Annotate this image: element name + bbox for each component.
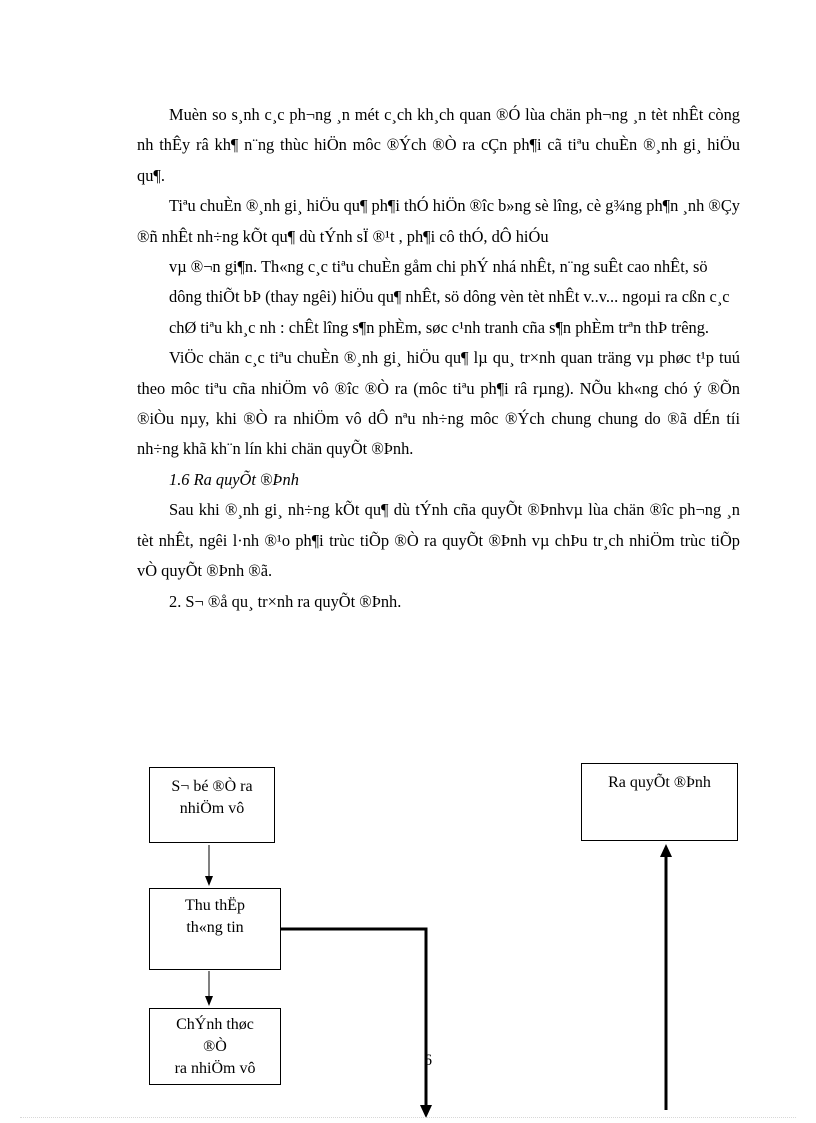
arrow-identify-to-collect bbox=[205, 845, 213, 886]
body-text bbox=[137, 100, 740, 617]
flow-box-decide: Ra quyÕt ®Þnh bbox=[581, 763, 738, 841]
page-number: 6 bbox=[424, 1052, 432, 1069]
arrow-up-to-decide bbox=[660, 844, 672, 1110]
paragraph-continuation: vµ ®¬n gi¶n. Th«ng c¸c tiªu chuÈn gåm chi phÝ nhá nhÊt, n¨ng suÊt cao nhÊt, sö dông thiÕt bÞ (thay ngêi) hiÖu qu¶ nhÊt, sö dông vèn tèt nhÊt v..v... ngoµi ra cßn c¸c chØ tiªu kh¸c nh : chÊt lîng s¶n phÈm, søc c¹nh tranh cña s¶n phÈm trªn thÞ trêng. bbox=[169, 257, 730, 337]
paragraph: Muèn so s¸nh c¸c ph¬ng ¸n mét c¸ch kh¸ch quan ®Ó lùa chän ph¬ng ¸n tèt nhÊt còng nh thÊy râ kh¶ n¨ng thùc hiÖn môc ®Ých ®Ò ra cÇn ph¶i cã tiªu chuÈn ®¸nh gi¸ hiÖu qu¶. bbox=[137, 105, 740, 185]
paragraph: ViÖc chän c¸c tiªu chuÈn ®¸nh gi¸ hiÖu qu¶ lµ qu¸ tr×nh quan träng vµ phøc t¹p tuú theo môc tiªu cña nhiÖm vô ®îc ®Ò ra (môc tiªu ph¶i râ rµng). NÕu kh«ng chó ý ®Õn ®iÒu nµy, khi ®Ò ra nhiÖm vô dÔ nªu nh÷ng môc ®Ých chung chung do ®ã dÉn tíi nh÷ng khã kh¨n lín khi chän quyÕt ®Þnh. bbox=[137, 348, 740, 459]
paragraph: Sau khi ®¸nh gi¸ nh÷ng kÕt qu¶ dù tÝnh cña quyÕt ®Þnhvµ lùa chän ®îc ph¬ng ¸n tèt nhÊt, ngêi l·nh ®¹o ph¶i trùc tiÕp ®Ò ra quyÕt ®Þnh vµ chÞu tr¸ch nhiÖm trùc tiÕp vÒ quyÕt ®Þnh ®ã. bbox=[137, 500, 740, 581]
diagram-heading: 2. S¬ ®å qu¸ tr×nh ra quyÕt ®Þnh. bbox=[169, 591, 402, 611]
paragraph: Tiªu chuÈn ®¸nh gi¸ hiÖu qu¶ ph¶i thÓ hiÖn ®îc b»ng sè lîng, cè g¾ng ph¶n ¸nh ®Çy ®ñ nhÊt nh÷ng kÕt qu¶ dù tÝnh sÏ ®¹t , ph¶i cô thÓ, dÔ hiÓu bbox=[137, 196, 740, 246]
arrow-collect-to-clarify bbox=[205, 971, 213, 1006]
arrow-collect-down-right bbox=[281, 929, 432, 1118]
section-heading: 1.6 Ra quyÕt ®Þnh bbox=[169, 469, 299, 489]
flow-box-collect-info: Thu thËp th«ng tin bbox=[149, 888, 281, 970]
flow-box-clarify-task: ChÝnh thøc ®Ò ra nhiÖm vô bbox=[149, 1008, 281, 1085]
flow-box-identify-task: S¬ bé ®Ò ra nhiÖm vô bbox=[149, 767, 275, 843]
footer-divider bbox=[20, 1117, 796, 1118]
